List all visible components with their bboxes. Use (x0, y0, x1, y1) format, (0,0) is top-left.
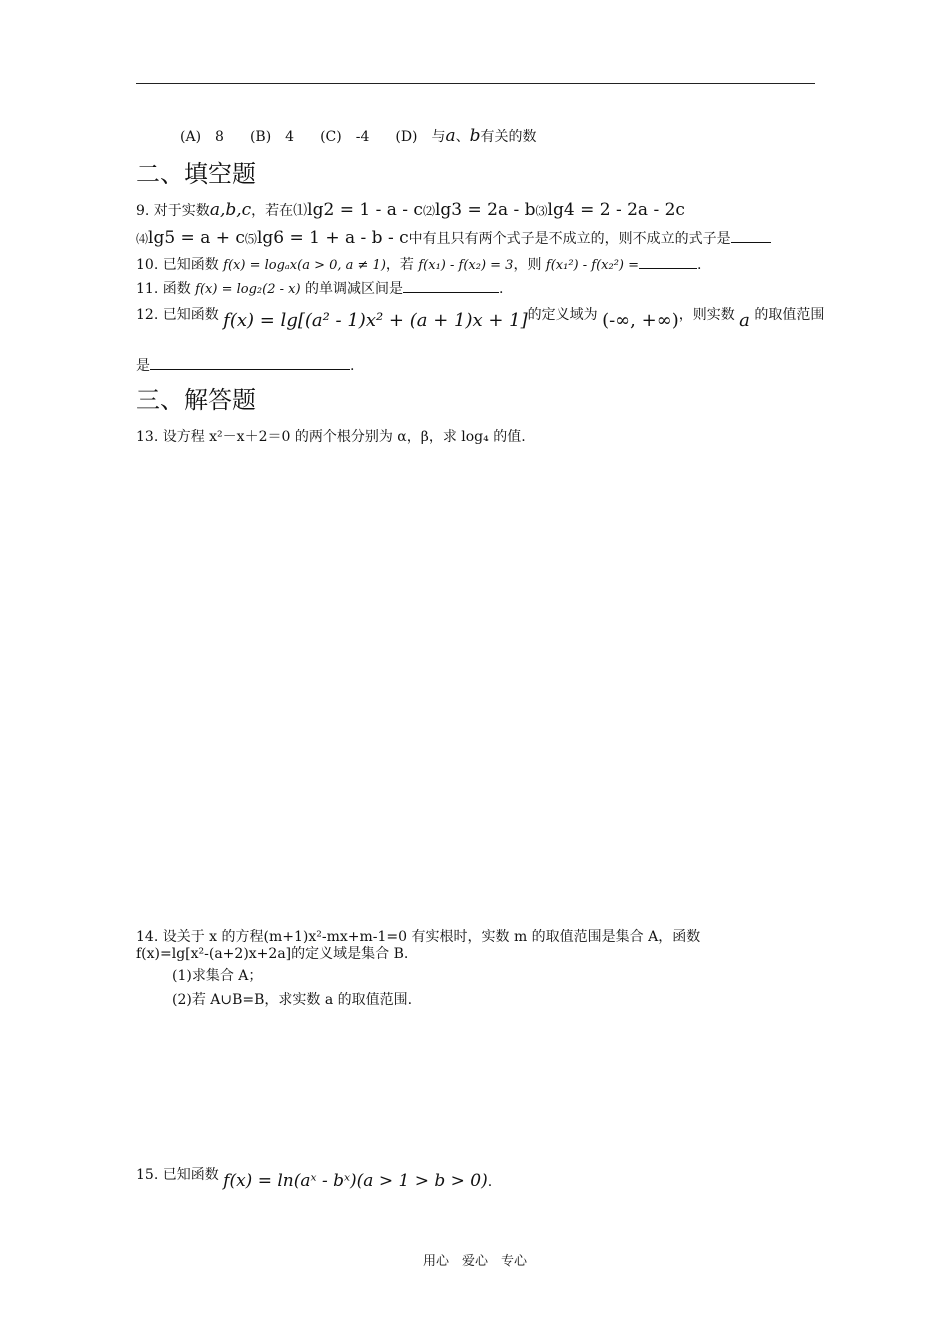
q9-prefix: 9. 对于实数 (136, 203, 210, 219)
q9-marker-4: ⑷ (136, 232, 149, 246)
section-title-answer: 三、解答题 (136, 386, 256, 414)
question-11 (136, 278, 503, 299)
q12-mid2: ，则实数 (678, 307, 735, 323)
question-13: 13. 设方程 x²－x＋2＝0 的两个根分别为 α，β，求 log₄ 的值. (136, 429, 526, 445)
q9-marker-3: ⑶ (535, 204, 548, 218)
q9-vars: a,b,c (209, 200, 252, 220)
question-10 (136, 254, 701, 275)
q12-domain: (-∞, +∞) (602, 310, 679, 331)
section-title-fill-in: 二、填空题 (136, 160, 256, 188)
q9-eq4: lg5 = a + c (148, 228, 245, 248)
question-15 (136, 1166, 492, 1197)
q9-eq2: lg3 = 2a - b (434, 200, 536, 220)
question-9-line-2 (136, 228, 771, 248)
q15-function: f(x) = ln(aˣ - bˣ)(a > 1 > b > 0) (223, 1171, 488, 1191)
q11-prefix: 11. 函数 (136, 281, 191, 297)
q10-function: f(x) = logₐx(a > 0, a ≠ 1) (223, 258, 386, 273)
header-rule (136, 83, 815, 84)
q9-eq3: lg4 = 2 - 2a - 2c (547, 200, 685, 220)
q12-answer-blank (150, 355, 350, 370)
question-14-sub-1: (1)求集合 A； (172, 968, 263, 984)
q9-answer-blank (731, 228, 771, 243)
q11-answer-blank (403, 278, 499, 293)
question-14-line-1: 14. 设关于 x 的方程(m+1)x²-mx+m-1=0 有实根时，实数 m 的取值范围是集合 A，函数 (136, 929, 701, 945)
option-b: (B) 4 (249, 129, 295, 145)
question-12-line-2 (136, 355, 354, 375)
question-9-line-1 (136, 201, 685, 220)
options-row (180, 127, 537, 146)
q9-suffix: 中有且只有两个式子是不成立的，则不成立的式子是 (408, 231, 731, 247)
q9-eq1: lg2 = 1 - a - c (307, 200, 423, 220)
q12-var: a (739, 310, 750, 331)
q15-end: . (487, 1174, 493, 1190)
option-a: (A) 8 (180, 129, 224, 145)
q15-prefix: 15. 已知函数 (136, 1167, 219, 1183)
option-d (395, 126, 537, 146)
option-d-sep: 、 (455, 129, 470, 145)
q12-line2-prefix: 是 (136, 358, 150, 374)
q11-mid: 的单调减区间是 (305, 281, 403, 297)
q9-marker-5: ⑸ (244, 232, 257, 246)
question-14-line-2: f(x)=lg[x²-(a+2)x+2a]的定义域是集合 B. (136, 946, 409, 962)
q12-suffix: 的取值范围 (754, 307, 825, 323)
option-d-var-b: b (469, 126, 481, 146)
q10-prefix: 10. 已知函数 (136, 257, 219, 273)
q12-function: f(x) = lg[(a² - 1)x² + (a + 1)x + 1] (223, 310, 528, 331)
q10-mid: ，若 (385, 257, 414, 273)
q12-line2-end: . (350, 358, 355, 374)
option-d-var-a: a (445, 126, 456, 146)
option-c: (C) -4 (320, 129, 370, 145)
question-14-sub-2: (2)若 A∪B=B，求实数 a 的取值范围. (172, 992, 413, 1008)
q11-function: f(x) = log₂(2 - x) (195, 282, 301, 297)
q9-marker-2: ⑵ (422, 204, 435, 218)
q10-ask: f(x₁²) - f(x₂²) = (545, 258, 640, 273)
question-12-line-1 (136, 306, 824, 337)
q9-eq5: lg6 = 1 + a - b - c (256, 228, 409, 248)
q9-mid: ，若在⑴ (251, 203, 308, 219)
page-footer: 用心 爱心 专心 (422, 1254, 527, 1269)
option-d-prefix: (D) 与 (395, 129, 446, 145)
q11-end: . (499, 281, 504, 297)
q12-mid: 的定义域为 (527, 307, 598, 323)
q10-mid2: ，则 (513, 257, 542, 273)
q10-condition: f(x₁) - f(x₂) = 3 (418, 258, 514, 273)
option-d-suffix: 有关的数 (480, 129, 537, 145)
q10-end: . (697, 257, 702, 273)
q10-answer-blank (639, 254, 697, 269)
q12-prefix: 12. 已知函数 (136, 307, 219, 323)
